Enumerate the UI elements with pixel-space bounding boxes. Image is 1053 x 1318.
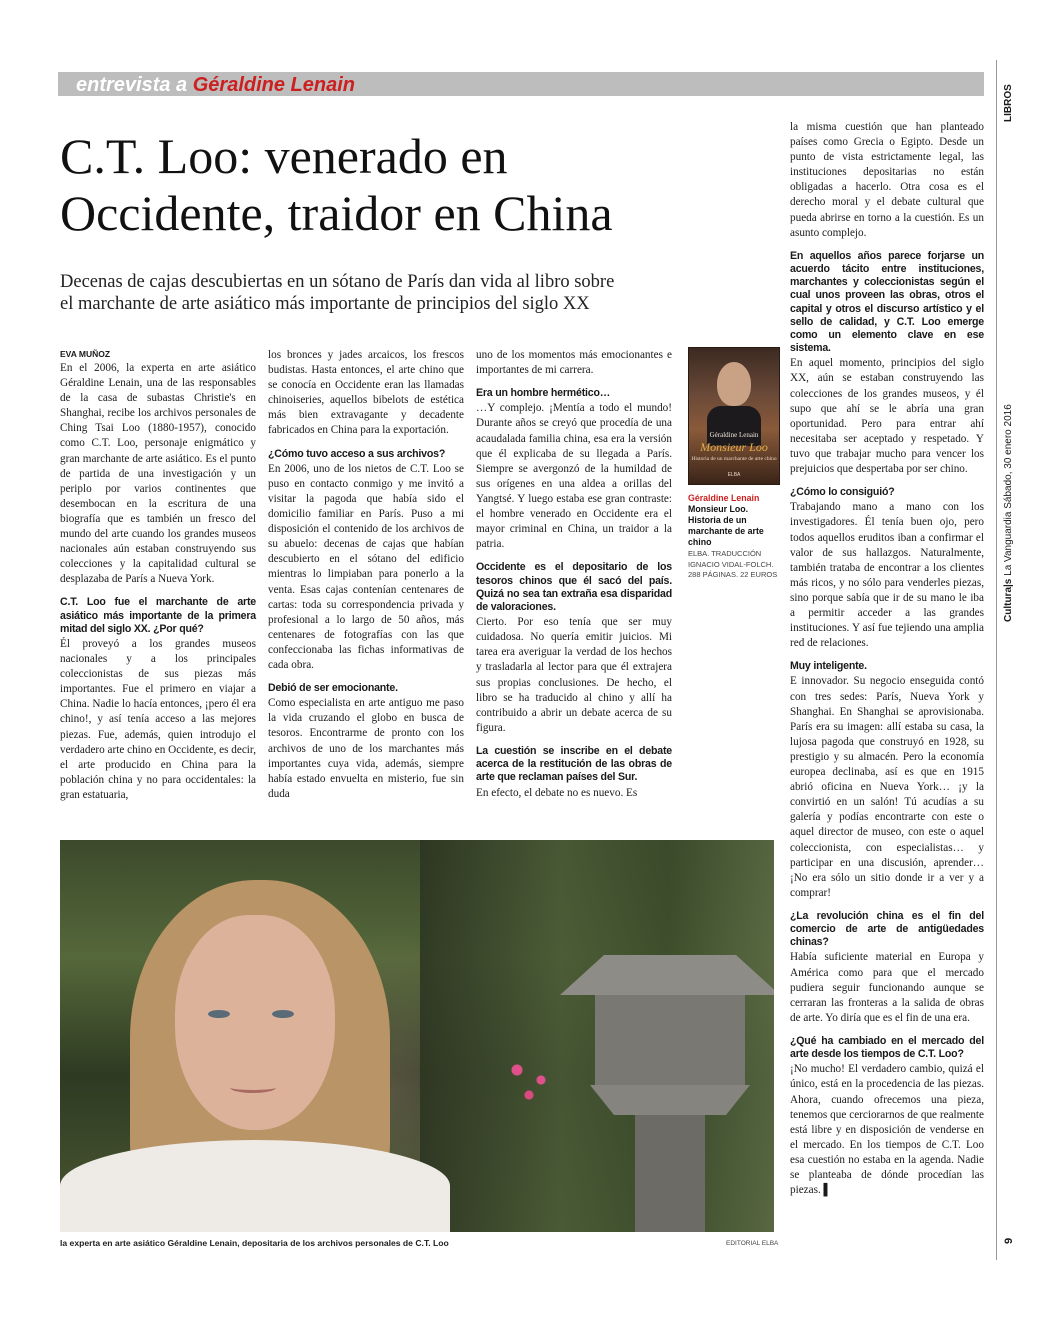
answer: En 2006, uno de los nietos de C.T. Loo se puso en contacto conmigo y me invitó a visitar la pagoda que había sido el domicilio familiar en París. Puso a mi disposición el contenido de los archivos de su abuelo: decenas de cajas que habían descubierto en el sótano del edificio mientras lo limpiaban para ponerlo a la venta. Esas cajas contenían centenares de cartas: toda su correspondencia privada y profesional a lo largo de 50 años, más centenares de fotografías con las que confeccionaba las fichas informativas de cada obra.	[268, 462, 464, 671]
answer: E innovador. Su negocio enseguida contó con tres sedes: París, Nueva York y Shanghai. En Shanghai se aprovisionaba. París era su imagen: allí estaba su casa, la lujosa pagoda que construyó en 1928, su prestigio y su almacén. Pero la economía europea declinaba, así es que en 1915 abrió oficina en Nueva York… ¡y la convirtió en un salón! Tú acudías a su galería y podías encontrarte con este o aquel director de museo, con este o aquel coleccionista, con especialistas… y participar en una discusión, aprender… ¡No era sólo un sitio donde ir a ver y a comprar!	[790, 675, 984, 899]
sidebar-divider	[996, 60, 997, 1260]
book-cover-image	[688, 347, 780, 485]
page-sidebar	[1003, 62, 1027, 1262]
question: ¿Cómo tuvo acceso a sus archivos?	[268, 447, 446, 460]
answer: Él proveyó a los grandes museos nacionales y a los principales coleccionistas de sus piezas más importantes. Fue el primero en viajar a China. Nadie lo hacía entonces, ¡pero él era chino!, y así tenía acceso a las mejores piezas. Fue, además, quien introdujo el verdadero arte chino en Occidente, es decir, el arte producido en China para la población china y no para occidentales: la gran estatuaria,	[60, 638, 256, 801]
deck-line-1: Decenas de cajas descubiertas en un sótano de París dan vida al libro sobre	[60, 272, 615, 292]
deck	[60, 271, 700, 315]
kicker-name: Géraldine Lenain	[192, 74, 355, 96]
question: ¿Cómo lo consiguió?	[790, 486, 895, 499]
deck-line-2: el marchante de arte asiático más importante de principios del siglo XX	[60, 294, 590, 314]
section-label: LIBROS	[1003, 84, 1014, 122]
question: ¿La revolución china es el fin del comercio de arte de antigüedades chinas?	[790, 909, 984, 949]
paragraph: la misma cuestión que han planteado países como Grecia o Egipto. Desde un punto de vista estrictamente legal, las instituciones depositarias no están obligadas a hacerlo. Otra cosa es el derecho moral y el debate cultural que pueda abrirse en torno a la cuestión. Es un asunto complejo.	[790, 121, 984, 239]
question: En aquellos años parece forjarse un acuerdo tácito entre instituciones, marchantes y coleccionistas según el cual unos proveen las obras, otros el capital y otros el discurso artístico y el sello de calidad, y C.T. Loo emerge como un elemento clave en ese sistema.	[790, 249, 984, 355]
headline-line-2: Occidente, traidor en China	[60, 185, 613, 241]
newspaper-name: La Vanguardia	[1003, 511, 1014, 576]
article-column-3	[476, 348, 672, 801]
book-info	[688, 493, 780, 581]
question: Muy inteligente.	[790, 660, 867, 673]
page-number: 9	[1003, 1237, 1015, 1244]
headline-line-1: C.T. Loo: venerado en	[60, 128, 508, 184]
question: Occidente es el depositario de los tesoros chinos que él sacó del país. Quizá no sea tan extraña esa disparidad de valoraciones.	[476, 561, 672, 613]
paragraph: los bronces y jades arcaicos, los frescos budistas. Hasta entonces, el arte chino que se conocía en Occidente eran las llamadas chinoiseries, aquellos bibelots de estética más bien extravagante y decadente fabricados en China para la exportación.	[268, 349, 464, 437]
portrait-photo	[60, 840, 774, 1232]
photo-caption: la experta en arte asiático Géraldine Lenain, depositaria de los archivos personales de C.T. Loo	[60, 1238, 449, 1248]
kicker	[76, 72, 355, 96]
portrait-eye	[208, 1010, 230, 1018]
headline	[60, 128, 760, 242]
portrait-smile	[230, 1082, 276, 1093]
cover-title: Monsieur Loo	[700, 440, 768, 454]
paragraph: uno de los momentos más emocionantes e importantes de mi carrera.	[476, 349, 672, 377]
article-column-4	[790, 120, 984, 1198]
book-author: Géraldine Lenain	[688, 493, 760, 503]
answer: En efecto, el debate no es nuevo. Es	[476, 786, 638, 799]
question: Era un hombre hermético…	[476, 387, 611, 400]
question: C.T. Loo fue el marchante de arte asiático más importante de la primera mitad del siglo XX. ¿Por qué?	[60, 596, 256, 635]
cover-subtitle: Historia de un marchante de arte chino	[691, 456, 777, 462]
question: Debió de ser emocionante.	[268, 682, 398, 695]
supplement-name: Cultura|s	[1003, 578, 1014, 622]
portrait-shirt	[60, 1140, 450, 1232]
answer: ¡No mucho! El verdadero cambio, quizá el único, está en la procedencia de las piezas. Ahora, cuando ofrecemos una pieza, tenemos que cerciorarnos de que realmente está libre y en disposición de venderse en el mercado. En los tiempos de C.T. Loo esa cuestión no estaba en la agenda. Nadie se planteaba de dónde procedían las piezas. ▌	[790, 1063, 984, 1197]
cover-author: Géraldine Lenain	[709, 431, 759, 439]
photo-credit: EDITORIAL ELBA	[726, 1240, 779, 1247]
cover-publisher: ELBA	[727, 472, 741, 478]
issue-date: Sábado, 30 enero 2016	[1003, 404, 1014, 509]
portrait-face	[175, 915, 335, 1130]
answer: …Y complejo. ¡Mentía a todo el mundo! Durante años se creyó que procedía de una acaudalada familia china, esa era la versión que él explicaba de su llegada a París. Siempre se avergonzó de la humildad de sus orígenes en una aldea a orillas del Yangtsé. Y luego estaba ese gran contraste: el hombre venerado en Occidente era el mayor criminal en China, un traidor a la patria.	[476, 402, 672, 551]
book-title: Monsieur Loo. Historia de un marchante de arte chino	[688, 504, 764, 547]
portrait-eye	[272, 1010, 294, 1018]
stone-lantern-post	[635, 1115, 705, 1232]
answer: Había suficiente material en Europa y América como para que el mercado pudiera seguir funcionando aunque se cerraran las fronteras a la salida de obras de arte. Yo diría que es el fin de una era.	[790, 951, 984, 1024]
answer: Como especialista en arte antiguo me paso la vida cruzando el globo en busca de tesoros. Encontrarme de pronto con los archivos de uno de los marchantes más importantes cuya vida, además, siempre había estado envuelta en misterio, fue sin duda	[268, 697, 464, 800]
question: La cuestión se inscribe en el debate acerca de la restitución de las obras de arte que reclaman países del Sur.	[476, 744, 672, 784]
article-column-1	[60, 348, 256, 803]
article-column-2	[268, 348, 464, 802]
folio	[1003, 332, 1027, 622]
stone-lantern-base	[590, 1085, 750, 1115]
byline: EVA MUÑOZ	[60, 349, 111, 359]
book-details: ELBA. TRADUCCIÓN IGNACIO VIDAL-FOLCH. 288 PÁGINAS. 22 EUROS	[688, 549, 778, 579]
cover-portrait-face	[717, 362, 751, 406]
answer: En aquel momento, principios del siglo XX, aún se estaban construyendo las colecciones de los grandes museos, y él supo que ahí se le abría una gran oportunidad. Pero para entrar ahí necesitaba ser aceptado y respetado. Y tuvo que trabajar mucho para vencer los prejuicios que despertaba por ser chino.	[790, 357, 984, 476]
paragraph: En el 2006, la experta en arte asiático Géraldine Lenain, una de las responsables de la casa de subastas Christie's en Shanghai, recibe los archivos personales de Ching Tsai Loo (1880-1957), conocido como C.T. Loo, personaje enigmático y gran marchante de arte asiático. Es el punto de partida de una investigación y un periplo por varios continentes que desembocan en la escritura de una biografía que es también un fresco del mundo del arte cuando los grandes museos nacionales aún estaban construyendo sus colecciones y la capitalidad cultural se desplazaba de París a Nueva York.	[60, 362, 256, 586]
stone-lantern-body	[595, 995, 745, 1085]
question: ¿Qué ha cambiado en el mercado del arte desde los tiempos de C.T. Loo?	[790, 1034, 984, 1061]
pink-flowers	[505, 1055, 565, 1105]
answer: Trabajando mano a mano con los investigadores. Él tenía buen ojo, pero todos aquellos eruditos iban a confirmar el valor de sus hallazgos. Naturalmente, también trataba de encontrar a los clientes más ricos, y no sólo para venderles piezas, sino porque sabía que ir de su mano le iba a permitir acceder a las grandes instituciones. Y así fue tejiendo una amplia red de relaciones.	[790, 501, 984, 650]
kicker-prefix: entrevista a	[76, 74, 193, 96]
answer: Cierto. Por eso tenía que ser muy cuidadosa. No quería emitir juicios. Mi tarea era averiguar la verdad de los hechos y trasladarla al lector para que él extrajera sus propias conclusiones. De hecho, el libro se ha traducido al chino y allí ha contribuido a abrir un debate acerca de su figura.	[476, 616, 672, 734]
